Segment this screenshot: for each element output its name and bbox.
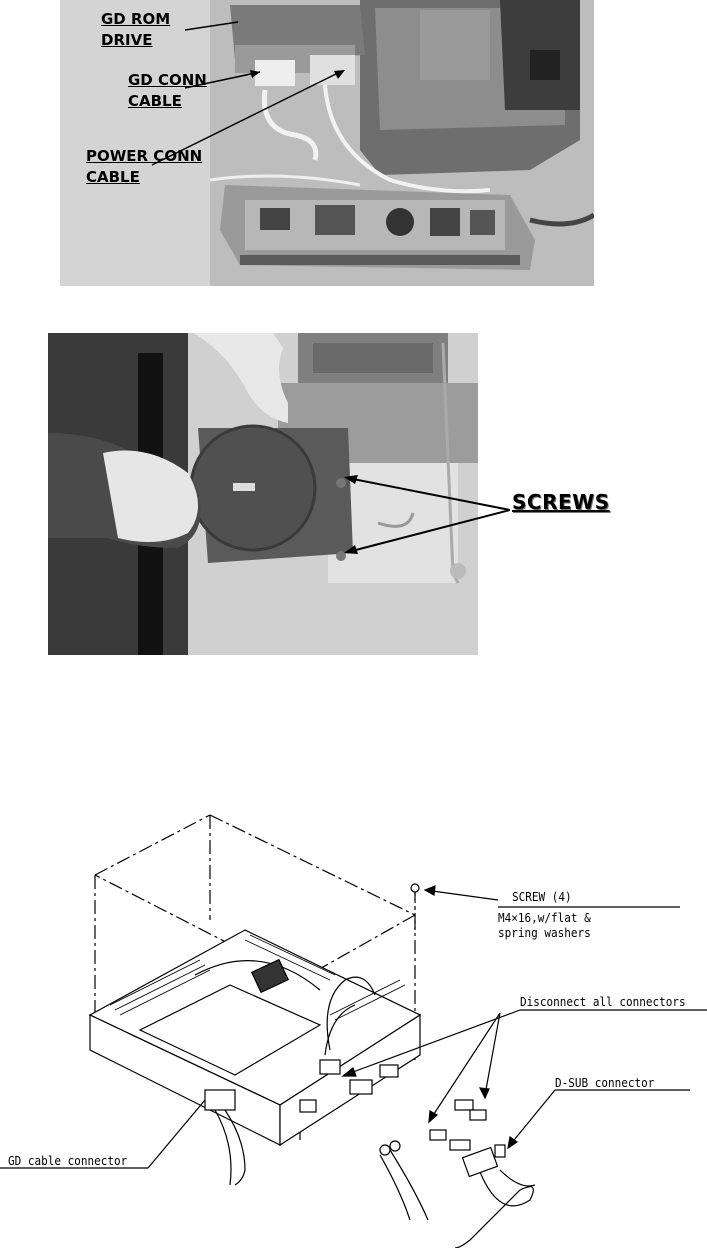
screw-title-label: SCREW (4) (512, 889, 572, 904)
gd-rom-drive-label-line2: DRIVE (101, 31, 153, 49)
gd-conn-cable-label-line1: GD CONN (128, 71, 207, 89)
gd-conn-cable-label-line2: CABLE (128, 92, 182, 110)
disconnect-connectors-label: Disconnect all connectors (520, 994, 686, 1009)
power-conn-cable-label-line1: POWER CONN (86, 147, 203, 165)
screw-spec-line1: M4×16,w/flat & (498, 910, 591, 925)
screws-callout-arrows (300, 470, 520, 570)
gd-cable-connector-label: GD cable connector (8, 1153, 128, 1168)
board-removal-drawing (0, 800, 707, 1248)
screws-label: SCREWS (512, 490, 610, 514)
screw-spec-line2: spring washers (498, 925, 591, 940)
gd-rom-drive-label-line1: GD ROM (101, 10, 171, 28)
dsub-connector-label: D-SUB connector (555, 1075, 655, 1090)
power-conn-cable-label-line2: CABLE (86, 168, 140, 186)
